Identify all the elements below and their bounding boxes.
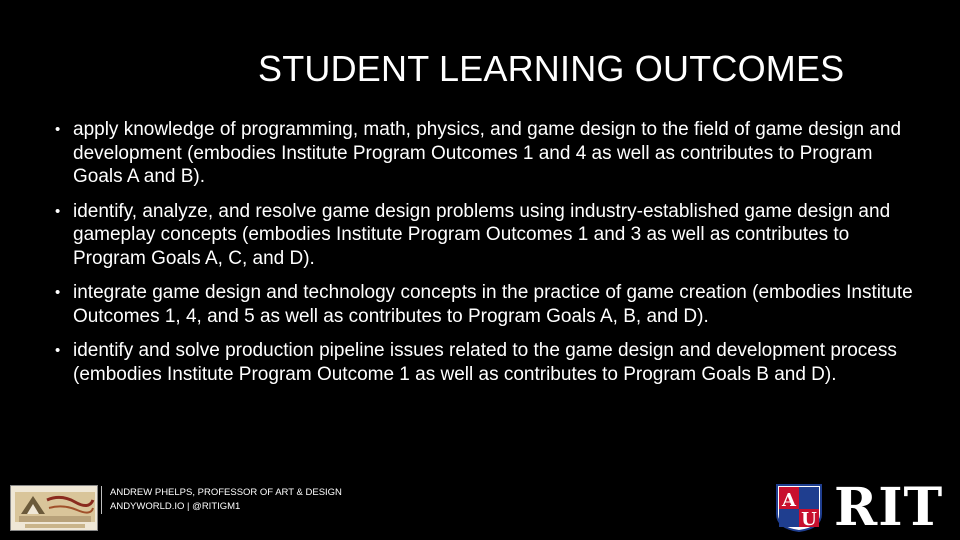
bullet-icon: • — [55, 342, 61, 359]
outcomes-list — [55, 118, 915, 397]
list-item — [55, 200, 915, 271]
svg-text:U: U — [801, 509, 817, 530]
american-university-shield-icon — [776, 484, 822, 532]
bullet-text: integrate game design and technology concepts in the practice of game creation (embodies Institute Outcomes 1, 4, and 5 as well as contributes to Program Goals A, B, and D). — [73, 282, 913, 327]
list-item — [55, 339, 915, 386]
bullet-text: identify and solve production pipeline issues related to the game design and development process (embodies Institute Program Outcome 1 as well as contributes to Program Goals B and D). — [73, 340, 897, 385]
bullet-text: identify, analyze, and resolve game design problems using industry-established game design and gameplay concepts (embodies Institute Program Outcomes 1 and 3 as well as contributes to Program Goals A, C, and D). — [73, 200, 891, 269]
bullet-text: apply knowledge of programming, math, physics, and game design to the field of game design and development (embodies Institute Program Outcomes 1 and 4 as well as contributes to Program Goals A and B). — [73, 119, 902, 187]
badge-logo-icon — [10, 485, 98, 531]
author-line: ANDREW PHELPS, PROFESSOR OF ART & DESIGN — [110, 487, 342, 498]
rit-wordmark: RIT — [834, 477, 944, 538]
slide-title: STUDENT LEARNING OUTCOMES — [258, 48, 845, 89]
contact-line: ANDYWORLD.IO | @RITIGM1 — [110, 501, 241, 512]
svg-text:A: A — [782, 490, 796, 511]
list-item — [55, 281, 915, 328]
list-item — [55, 118, 915, 189]
bullet-icon: • — [55, 121, 61, 138]
bullet-icon: • — [55, 284, 61, 301]
bullet-icon: • — [55, 202, 61, 220]
footer-credits — [101, 486, 342, 514]
badge-logo-graphic — [11, 486, 98, 531]
